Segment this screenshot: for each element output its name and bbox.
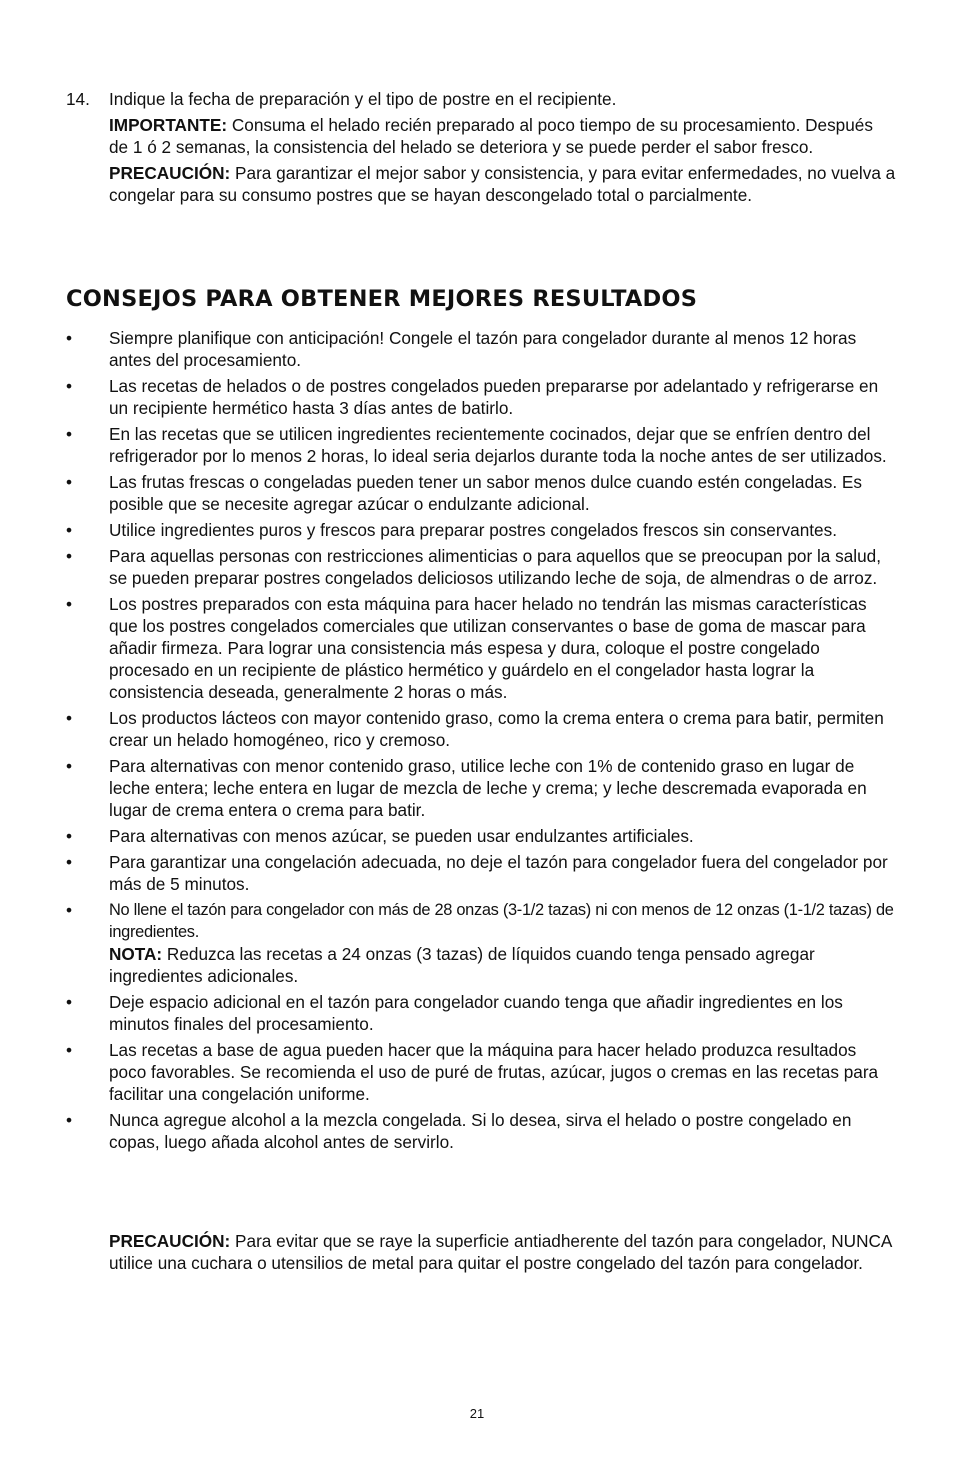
tip-text: Siempre planifique con anticipación! Congele el tazón para congelador durante al menos 12 horas antes del procesamiento. (109, 328, 857, 370)
list-item (66, 327, 896, 371)
list-item (66, 1109, 896, 1153)
step-text: Indique la fecha de preparación y el tipo de postre en el recipiente. (109, 89, 617, 109)
step-number: 14. (66, 89, 90, 109)
bullet-icon: • (66, 756, 73, 776)
bullet-icon: • (66, 826, 73, 846)
tip-text: En las recetas que se utilicen ingredientes recientemente cocinados, dejar que se enfríen dentro del refrigerador por lo menos 2 horas, lo ideal seria dejarlos durante toda la noche antes de ser utilizados. (109, 424, 887, 466)
list-item (66, 707, 896, 751)
bullet-icon: • (66, 328, 73, 348)
step-body (109, 88, 896, 206)
bullet-icon: • (66, 472, 73, 492)
bullet-icon: • (66, 900, 73, 920)
bullet-icon: • (66, 1110, 73, 1130)
bullet-icon: • (66, 992, 73, 1012)
final-caution (109, 1230, 899, 1274)
bullet-icon: • (66, 546, 73, 566)
tip-text: Utilice ingredientes puros y frescos para preparar postres congelados frescos sin conservantes. (109, 520, 837, 540)
tip-text: No llene el tazón para congelador con más de 28 onzas (3-1/2 tazas) ni con menos de 12 onzas (1-1/2 tazas) de ingredientes. (109, 901, 894, 941)
section-heading: CONSEJOS PARA OBTENER MEJORES RESULTADOS (66, 286, 698, 312)
list-item (66, 1039, 896, 1105)
tip-text: Las recetas de helados o de postres congelados pueden prepararse por adelantado y refrigerarse en un recipiente hermético hasta 3 días antes de batirlo. (109, 376, 879, 418)
list-item (66, 755, 896, 821)
caution-text: Para garantizar el mejor sabor y consistencia, y para evitar enfermedades, no vuelva a congelar para su consumo postres que se hayan descongelado total o parcialmente. (109, 163, 896, 205)
step-14 (66, 88, 896, 210)
list-item (66, 593, 896, 703)
tip-text: Los postres preparados con esta máquina para hacer helado no tendrán las mismas características que los postres congelados comerciales que utilizan conservantes o base de goma de mascar para añadir firmeza. Para lograr una consistencia más espesa y dura, coloque el postre congelado procesado en un recipiente de plástico hermético y guárdelo en el congelador hasta lograr la consistencia deseada, generalmente 2 horas o más. (109, 594, 867, 702)
note-text: Reduzca las recetas a 24 onzas (3 tazas) de líquidos cuando tenga pensado agregar ingredientes adicionales. (109, 944, 815, 986)
important-note (109, 114, 896, 158)
bullet-icon: • (66, 594, 73, 614)
important-label: IMPORTANTE: (109, 115, 228, 135)
tip-text: Las frutas frescas o congeladas pueden tener un sabor menos dulce cuando estén congeladas. Es posible que se necesite agregar azúcar o endulzante adicional. (109, 472, 862, 514)
bullet-icon: • (66, 520, 73, 540)
bullet-icon: • (66, 424, 73, 444)
bullet-icon: • (66, 376, 73, 396)
note-label: NOTA: (109, 944, 163, 964)
list-item (66, 519, 896, 541)
tip-text: Para aquellas personas con restricciones alimenticias o para aquellos que se preocupan por la salud, se pueden preparar postres congelados deliciosos utilizando leche de soja, de almendras o de arroz. (109, 546, 881, 588)
page-number: 21 (469, 1406, 485, 1421)
tip-text: Para alternativas con menor contenido graso, utilice leche con 1% de contenido graso en lugar de leche entera; leche entera en lugar de mezcla de leche y crema; y leche descremada evaporada en lugar de crema entera o crema para batir. (109, 756, 867, 820)
tip-text: Para garantizar una congelación adecuada, no deje el tazón para congelador fuera del congelador por más de 5 minutos. (109, 852, 888, 894)
list-item (66, 545, 896, 589)
bullet-icon: • (66, 1040, 73, 1060)
tip-text: Nunca agregue alcohol a la mezcla congelada. Si lo desea, sirva el helado o postre congelado en copas, luego añada alcohol antes de servirlo. (109, 1110, 852, 1152)
final-caution-label: PRECAUCIÓN: (109, 1231, 231, 1251)
tip-text: Deje espacio adicional en el tazón para congelador cuando tenga que añadir ingredientes en los minutos finales del procesamiento. (109, 992, 843, 1034)
caution-label: PRECAUCIÓN: (109, 163, 231, 183)
bullet-icon: • (66, 852, 73, 872)
note (109, 943, 896, 987)
list-item (66, 899, 896, 987)
important-text: Consuma el helado recién preparado al poco tiempo de su procesamiento. Después de 1 ó 2 semanas, la consistencia del helado se deteriora y se puede perder el sabor fresco. (109, 115, 873, 157)
list-item (66, 375, 896, 419)
tips-list (66, 327, 896, 1157)
tip-text: Los productos lácteos con mayor contenido graso, como la crema entera o crema para batir, permiten crear un helado homogéneo, rico y cremoso. (109, 708, 884, 750)
bullet-icon: • (66, 708, 73, 728)
tip-text: Para alternativas con menos azúcar, se pueden usar endulzantes artificiales. (109, 826, 694, 846)
list-item (66, 991, 896, 1035)
tip-text: Las recetas a base de agua pueden hacer que la máquina para hacer helado produzca resultados poco favorables. Se recomienda el uso de puré de frutas, azúcar, jugos o cremas en las recetas para facilitar una congelación uniforme. (109, 1040, 879, 1104)
final-caution-text: Para evitar que se raye la superficie antiadherente del tazón para congelador, NUNCA utilice una cuchara o utensilios de metal para quitar el postre congelado del tazón para congelador. (109, 1231, 892, 1273)
caution-note (109, 162, 896, 206)
list-item (66, 471, 896, 515)
list-item (66, 851, 896, 895)
list-item (66, 825, 896, 847)
list-item (66, 423, 896, 467)
